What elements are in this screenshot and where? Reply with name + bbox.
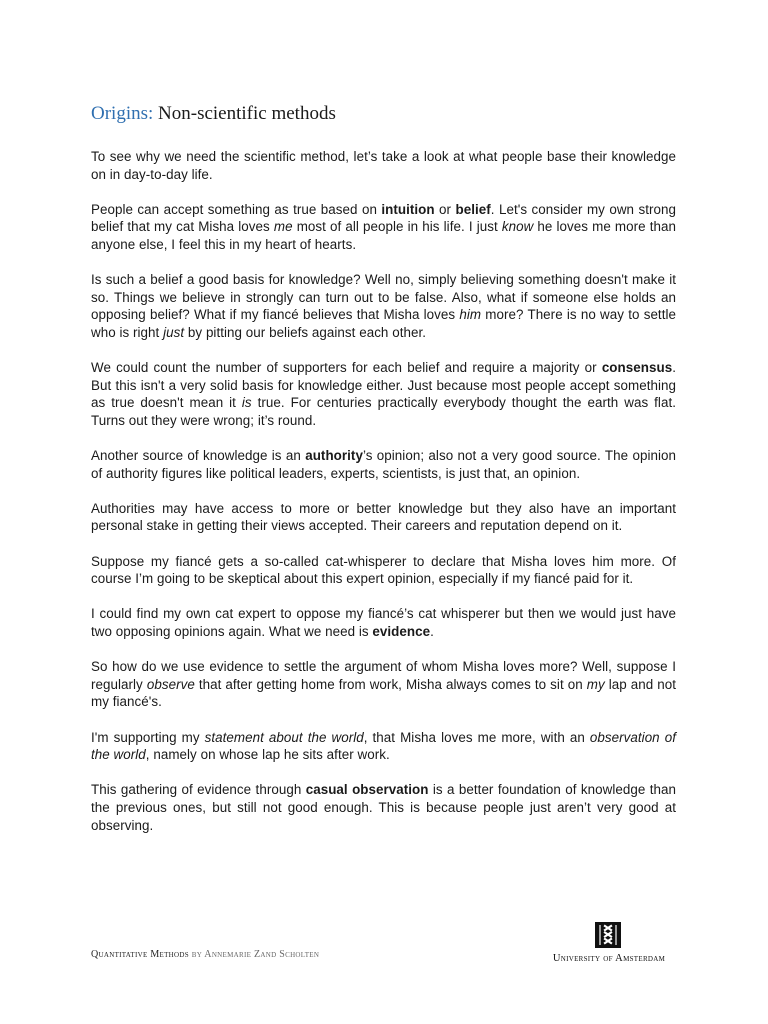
text-span: or (434, 201, 456, 217)
emphasis: observation of the world (91, 729, 676, 763)
paragraph-8 (91, 605, 676, 640)
term-consensus: consensus (601, 360, 673, 376)
paragraph-6: Authorities may have access to more or better knowledge but they also have an important personal stake in getting their views accepted. Their careers and reputation depend on it. (91, 500, 676, 534)
footer-course-credit (91, 949, 319, 960)
emphasis: just (163, 324, 185, 340)
emphasis: is (241, 395, 252, 411)
uva-xxx-logo-icon (595, 922, 621, 948)
footer-course: Quantitative Methods (91, 949, 189, 960)
uva-crosses-icon (597, 924, 619, 946)
paragraph-11 (91, 781, 676, 834)
paragraph-4 (91, 359, 676, 429)
text-span: . (430, 624, 434, 640)
text-span: , that Misha loves me more, with an (363, 729, 590, 745)
text-span: This gathering of evidence through (91, 782, 306, 798)
paragraph-10 (91, 729, 676, 764)
emphasis: me (273, 219, 293, 235)
emphasis: statement about the world (204, 729, 364, 745)
text-span: People can accept something as true based on (91, 201, 382, 217)
paragraph-9 (91, 658, 676, 711)
document-page (91, 102, 676, 852)
term-intuition: intuition (381, 201, 435, 217)
paragraph-7: Suppose my fiancé gets a so-called cat-whisperer to declare that Misha loves him more. Of course I’m going to be skeptical about this expert opinion, especially if my fiancé paid for it. (91, 553, 676, 587)
text-span: . Let's consider my own strong belief that my cat Misha loves (91, 201, 676, 235)
text-span: Another source of knowledge is an (91, 448, 306, 464)
text-span: ’s opinion; also not a very good source. The opinion of authority figures like political leaders, experts, scientists, is just that, an opinion. (91, 448, 676, 481)
text-span: So how do we use evidence to settle the argument of whom Misha loves more? Well, suppose I regularly (91, 659, 676, 692)
emphasis: my (586, 676, 605, 692)
text-span: Is such a belief a good basis for knowledge? Well no, simply believing something doesn't make it so. Things we believe in strongly can turn out to be false. Also, what if someone else holds an opposing belief? What if my fiancé believes that Misha loves (91, 272, 676, 323)
term-authority: authority (305, 448, 363, 464)
emphasis: observe (146, 676, 195, 692)
text-span: I could find my own cat expert to oppose my fiancé’s cat whisperer but then we would just have two opposing opinions again. What we need is (91, 606, 676, 640)
text-span: is a better foundation of knowledge than the previous ones, but still not good enough. This is because people just aren’t very good at observing. (91, 782, 676, 833)
title-prefix: Origins: (91, 103, 154, 124)
university-name: University of Amsterdam (552, 953, 666, 964)
term-casual-observation: casual observation (305, 782, 429, 798)
title-main: Non-scientific methods (158, 103, 336, 124)
text-span: by pitting our beliefs against each other. (184, 324, 427, 340)
emphasis: him (459, 307, 482, 323)
text-span: he loves me more than anyone else, I feel this in my heart of hearts. (91, 219, 677, 252)
paragraph-1: To see why we need the scientific method, let’s take a look at what people base their knowledge on in day-to-day life. (91, 149, 676, 182)
text-span: more? There is no way to settle who is right (91, 307, 676, 340)
text-span: true. For centuries practically everybody thought the earth was flat. Turns out they were wrong; it’s round. (91, 395, 676, 428)
paragraph-3 (91, 271, 676, 341)
text-span: most of all people in his life. I just (292, 219, 502, 235)
paragraph-2 (91, 201, 676, 254)
emphasis: know (501, 219, 534, 235)
text-span: . But this isn't a very solid basis for knowledge either. Just because most people accept something as true doesn't mean it (91, 360, 676, 411)
text-span: that after getting home from work, Misha always comes to sit on (194, 676, 587, 692)
term-belief: belief (455, 201, 491, 217)
text-span: lap and not my fiancé's. (91, 676, 676, 710)
paragraph-5 (91, 447, 676, 482)
text-span: We could count the number of supporters for each belief and require a majority or (91, 360, 602, 376)
page-title (91, 102, 676, 126)
term-evidence: evidence (372, 624, 431, 640)
text-span: , namely on whose lap he sits after work. (145, 747, 390, 763)
text-span: I'm supporting my (91, 729, 205, 745)
footer-author: by Annemarie Zand Scholten (188, 949, 320, 960)
